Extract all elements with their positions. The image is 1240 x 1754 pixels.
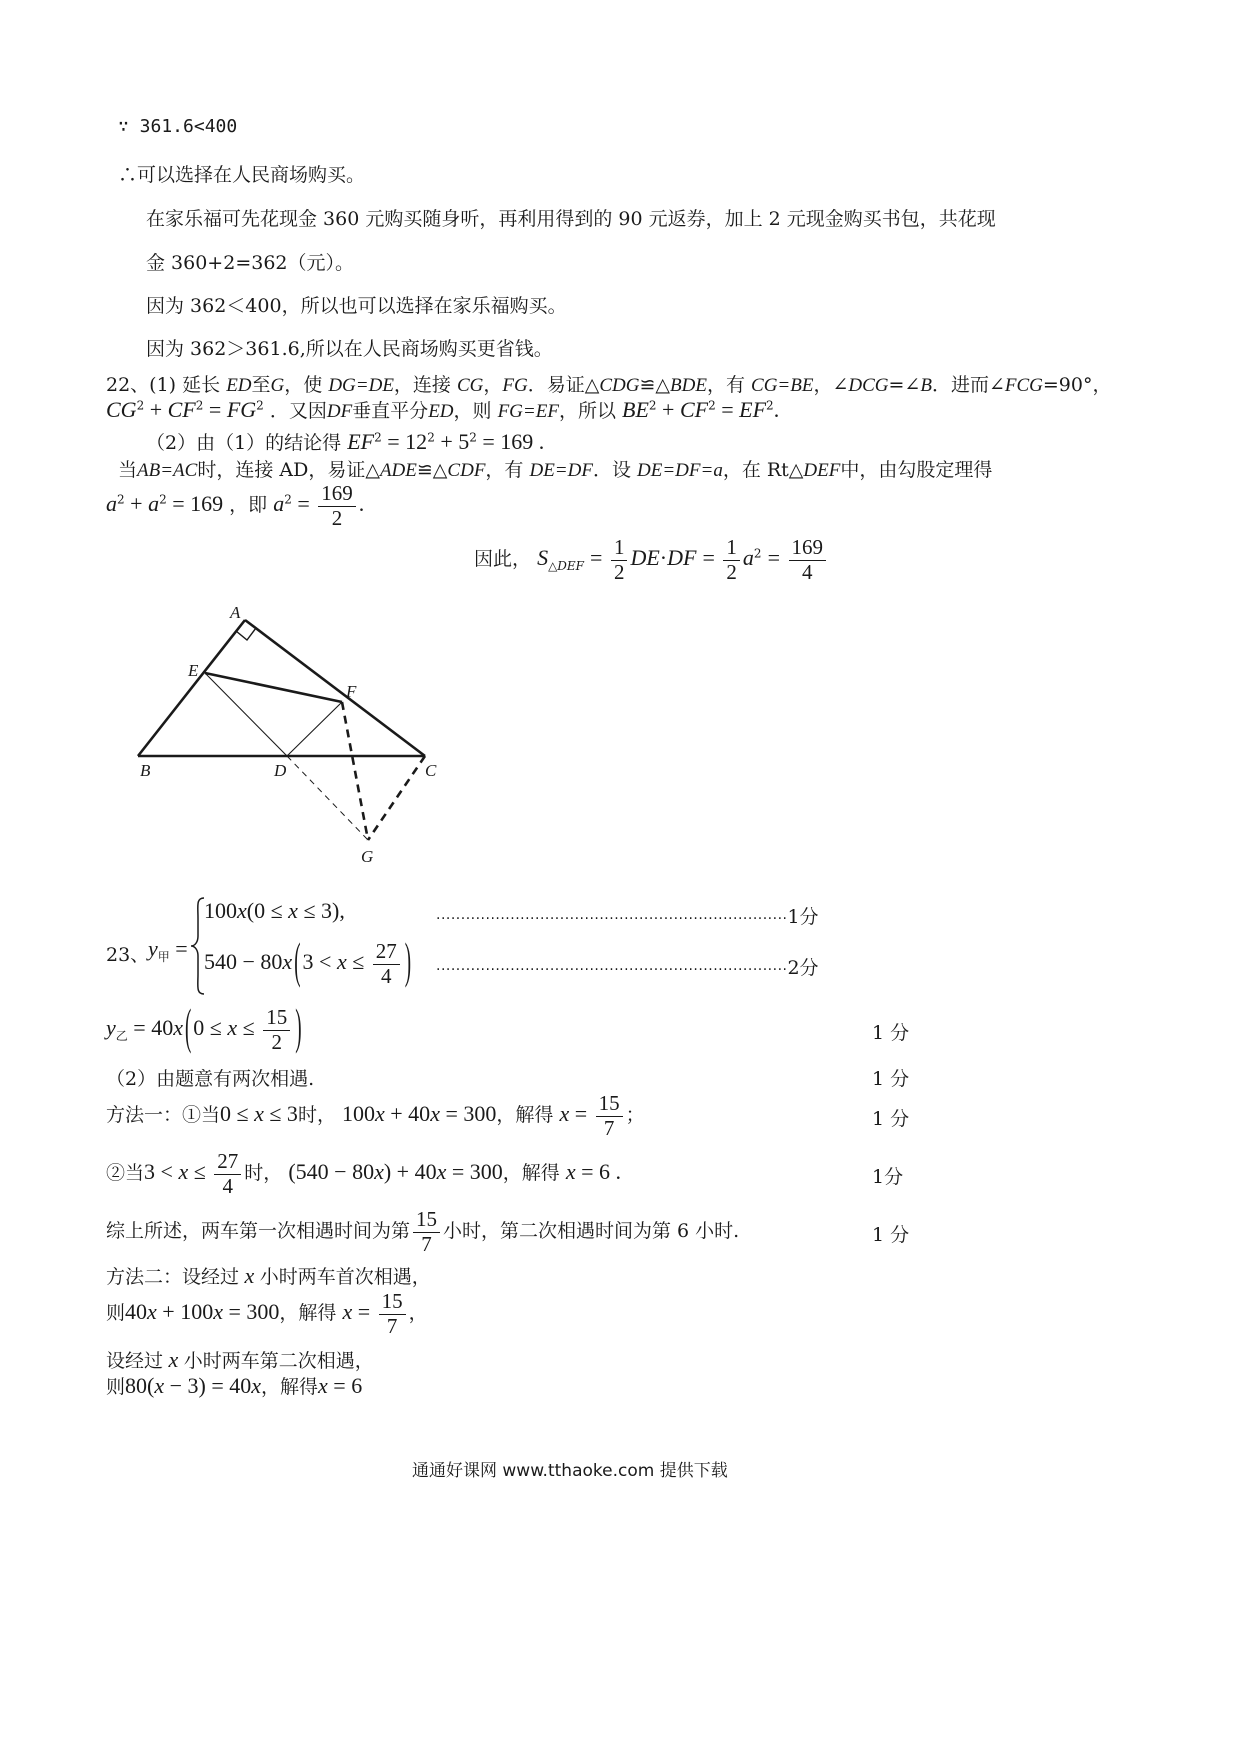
method1-line1: 方法一：①当0 ≤ x ≤ 3时， 100x + 40x = 300，解得 x = $\frac{15}{7}$ ； xyxy=(106,1091,645,1140)
segment-df xyxy=(287,702,342,756)
side-ab xyxy=(138,620,245,756)
compare-line-2: 因为 362＞361.6,所以在人民商场购买更省钱。 xyxy=(146,338,553,360)
label-c: C xyxy=(425,761,437,780)
label-a: A xyxy=(230,603,241,622)
y-jia-case-1: 100x(0 ≤ x ≤ 3), xyxy=(204,898,345,923)
q22-part2-line2: 当AB=AC时，连接 AD，易证△ADE≌△CDF，有 DE=DF．设 DE=DF=a，在 Rt△DEF中，由勾股定理得 xyxy=(118,459,993,481)
summary-line: 综上所述，两车第一次相遇时间为第 $\frac{15}{7}$ 小时，第二次相遇时间为第 6 小时. xyxy=(106,1207,740,1256)
score-6: 1分 xyxy=(872,1166,904,1188)
carrefour-line-2: 金 360+2=362（元）。 xyxy=(146,252,354,274)
method2-line4: 则80(x − 3) = 40x，解得x = 6 xyxy=(106,1373,363,1398)
q22-part1-line1: 22、(1) 延长 ED至G，使 DG=DE，连接 CG，FG．易证△CDG≌△BDE，有 CG=BE，∠DCG=∠B．进而∠FCG=90°， xyxy=(106,374,1112,396)
q22-part1-line2: $CG^2 + CF^2 = FG^2$ ．又因DF垂直平分ED，则 FG=EF，所以 $BE^2 + CF^2 = EF^2$. xyxy=(106,397,780,422)
method2-line1: 方法二：设经过 x 小时两车首次相遇， xyxy=(106,1263,431,1288)
compare-line-1: 因为 362＜400，所以也可以选择在家乐福购买。 xyxy=(146,295,567,317)
y-jia-lhs: $y_甲$ = xyxy=(148,936,188,964)
score-3: 1 分 xyxy=(872,1022,910,1044)
label-b: B xyxy=(140,761,151,780)
label-d: D xyxy=(274,761,287,780)
label-e: E xyxy=(188,661,199,680)
right-angle-mark xyxy=(236,628,256,640)
score-4: 1 分 xyxy=(872,1068,910,1090)
segment-dg xyxy=(287,756,368,840)
q23-part2-line: （2）由题意有两次相遇. xyxy=(106,1068,315,1090)
since-line: ∵ 361.6<400 xyxy=(118,116,238,137)
y-yi-line: $y_乙 = 40x$ (0 ≤ x ≤ $\frac{15}{2}$ ) xyxy=(106,1001,302,1057)
method1-line2: ②当3 < x ≤ $\frac{27}{4}$ 时， (540 − 80x) + 40x = 300，解得 x = 6 . xyxy=(106,1149,622,1198)
label-f: F xyxy=(346,682,357,701)
y-jia-case-2: 540 − 80x (3 < x ≤ $\frac{27}{4}$ ) xyxy=(204,935,412,991)
q23-label: 23、 xyxy=(106,944,150,966)
triangle-diagram xyxy=(100,600,460,880)
score-leader-2: ·······································································2分 xyxy=(436,957,819,979)
segment-cg xyxy=(368,756,425,840)
method2-line2: 则40x + 100x = 300，解得 x = $\frac{15}{7}$ ， xyxy=(106,1289,428,1338)
footer-credit: 通通好课网 www.tthaoke.com 提供下载 xyxy=(412,1461,728,1481)
score-5: 1 分 xyxy=(872,1108,910,1130)
carrefour-line-1: 在家乐福可先花现金 360 元购买随身听，再利用得到的 90 元返券，加上 2 元现金购买书包，共花现 xyxy=(146,208,996,230)
score-leader-1: ·······································································1分 xyxy=(436,906,819,928)
score-7: 1 分 xyxy=(872,1224,910,1246)
therefore-line: ∴可以选择在人民商场购买。 xyxy=(118,164,366,186)
segment-ed xyxy=(205,673,287,756)
q22-area-line: 因此， $S_{\triangle DEF}$ = $\frac{1}{2}$ DE·DF = $\frac{1}{2}$ $a^2$ = $\frac{169}{4}$ xyxy=(474,536,829,584)
segment-fg xyxy=(342,702,368,840)
label-g: G xyxy=(361,847,374,866)
q22-part2-line3: $a^2 + a^2 = 169$ ，即 $a^2$ = $\frac{169}{2}$ . xyxy=(106,481,365,530)
method2-line3: 设经过 x 小时两车第二次相遇， xyxy=(106,1347,374,1372)
q22-part2-line1: （2）由（1）的结论得 $EF^2 = 12^2 + 5^2 = 169$ . xyxy=(146,429,545,454)
